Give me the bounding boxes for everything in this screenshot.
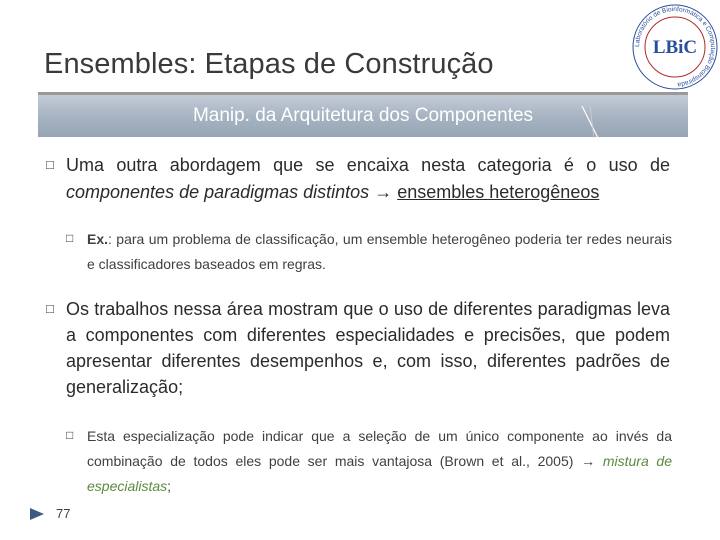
sub-bullet-icon: □ <box>66 231 74 245</box>
lbic-logo-icon <box>628 0 720 94</box>
banner-subtitle: Manip. da Arquitetura dos Componentes <box>192 105 534 126</box>
logo-text: LBiC <box>652 37 698 58</box>
p1-italic: componentes de paradigmas distintos <box>66 182 370 202</box>
p2-label: Ex. <box>87 231 109 247</box>
p1-link-ensembles-heterogeneos[interactable]: ensembles heterogêneos <box>397 182 600 202</box>
p1-text: Uma outra abordagem que se encaixa nesta categoria é o uso de <box>66 155 670 175</box>
slide-title: Ensembles: Etapas de Construção <box>44 48 494 80</box>
p4-tail: ; <box>167 478 172 494</box>
arrow-icon: → <box>369 182 398 202</box>
page-number: 77 <box>56 506 71 521</box>
arrow-icon: → <box>581 453 603 469</box>
paragraph-4 <box>87 424 672 499</box>
paragraph-2 <box>87 227 672 277</box>
bullet-icon: □ <box>46 157 54 172</box>
paragraph-1 <box>66 152 670 206</box>
banner-accent-line <box>580 104 602 140</box>
p4-text: Esta especialização pode indicar que a seleção de um único componente ao invés da combinação de todos eles pode ser mais vantajosa (Brown et al., 2005) <box>87 428 672 469</box>
paragraph-3: Os trabalhos nessa área mostram que o uso de diferentes paradigmas leva a componentes com diferentes especialidades e precisões, que podem apresentar diferentes desempenhos e, com isso, diferentes padrões de generalização; <box>66 299 670 397</box>
sub-bullet-icon: □ <box>66 428 74 442</box>
corner-arrow-icon <box>28 506 46 522</box>
bullet-icon: □ <box>46 301 54 316</box>
logo-ring-text: Laboratório de Bioinformática e Computação Bioinspirada <box>633 5 717 88</box>
p4-italic: mistura de especialistas <box>87 453 673 494</box>
p2-text: : para um problema de classificação, um ensemble heterogêneo poderia ter redes neurais e classificadores baseados em regras. <box>87 231 672 272</box>
